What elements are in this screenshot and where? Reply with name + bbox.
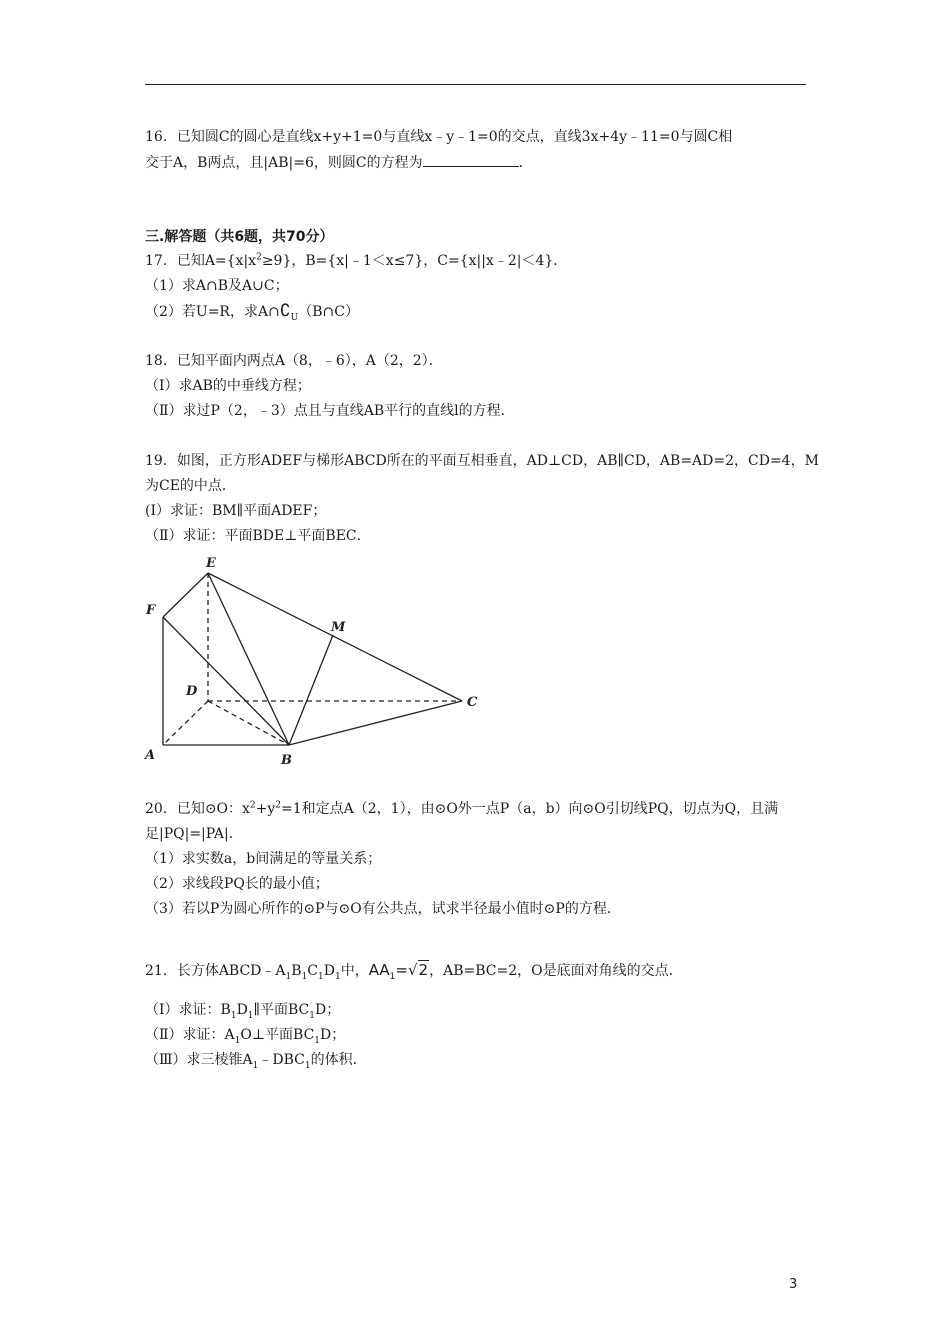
q21-p1-b: D: [236, 1002, 248, 1018]
q21-p1-s3: 1: [309, 1010, 315, 1021]
q21-p1-s1: 1: [230, 1010, 237, 1021]
header-rule: [145, 84, 806, 85]
sqrt-value: 2: [418, 961, 429, 979]
q21-p3-c: 的体积．: [310, 1052, 367, 1068]
edge-BC: [289, 701, 462, 745]
q21-c: ，AB=BC=2，O是底面对角线的交点．: [429, 963, 683, 979]
q17-line1: [145, 251, 567, 271]
q17-part1: （1）求A∩B及A∪C；: [145, 278, 289, 294]
edge-FE: [163, 573, 208, 617]
q21-p3-a: （Ⅲ）求三棱锥A: [145, 1052, 253, 1068]
q21-p1-d: D；: [315, 1002, 341, 1018]
q21-t3: D: [323, 963, 335, 979]
q21-b: 中，: [340, 963, 369, 979]
section-title: 三.解答题（共6题，共70分）: [145, 229, 334, 245]
q17-part2: [145, 301, 359, 322]
q21-s4: 1: [334, 971, 341, 982]
q21-p3-s2: 1: [304, 1060, 311, 1071]
geometry-figure: [140, 550, 490, 775]
q21-line1: [145, 960, 683, 981]
q20-part1: （1）求实数a，b间满足的等量关系；: [145, 851, 382, 867]
q20-c: =1和定点A（2，1），由⊙O外一点P（a，b）向⊙O引切线PQ，切点为Q，且满: [281, 801, 779, 817]
q20-b: +y: [255, 801, 276, 817]
q21-p2-c: D；: [320, 1027, 346, 1043]
label-D: D: [186, 684, 198, 699]
q19-part1: (Ⅰ）求证：BM∥平面ADEF；: [145, 503, 327, 519]
q16-period: ．: [518, 155, 533, 171]
q17-text-a: 17．已知A={x|x: [145, 253, 257, 269]
label-F: F: [146, 603, 156, 618]
q17-part2-a: （2）若U=R，求A∩: [145, 304, 280, 320]
q21-p3-s1: 1: [252, 1060, 259, 1071]
label-M: M: [331, 620, 346, 635]
q20-line1: [145, 799, 778, 819]
q21-p3-b: ﹣DBC: [258, 1052, 305, 1068]
q18-line1: 18．已知平面内两点A（8，﹣6），A（2，2）．: [145, 353, 443, 369]
sqrt-sign: √: [407, 961, 418, 979]
q19-line1: 19．如图，正方形ADEF与梯形ABCD所在的平面互相垂直，AD⊥CD，AB∥CD，AB=AD=2，CD=4，M: [145, 453, 819, 469]
q17-text-b: ≥9}，B={x|﹣1＜x≤7}，C={x||x﹣2|＜4}．: [261, 253, 568, 269]
q21-part3: [145, 1050, 367, 1070]
equals-sign: =: [395, 961, 408, 979]
q21-p2-b: O⊥平面BC: [240, 1027, 315, 1043]
aa-sub: 1: [389, 972, 396, 982]
page-number: 3: [789, 1277, 798, 1292]
q17-part2-b: （B∩C）: [298, 304, 359, 320]
q20-sup1: 2: [249, 800, 256, 811]
q21-s1: 1: [285, 971, 292, 982]
q20-part3: （3）若以P为圆心所作的⊙P与⊙O有公共点，试求半径最小值时⊙P的方程．: [145, 901, 621, 917]
q21-t2: C: [307, 963, 319, 979]
edge-BM: [289, 635, 333, 745]
edge-EC: [208, 573, 462, 701]
q21-part1: [145, 1000, 340, 1020]
q17-sup: 2: [256, 252, 262, 263]
q21-p1-a: （Ⅰ）求证：B: [145, 1002, 231, 1018]
complement-symbol: ∁: [279, 301, 291, 321]
q21-p2-s2: 1: [314, 1035, 321, 1046]
q21-p2-a: （Ⅱ）求证：A: [145, 1027, 235, 1043]
q18-part2: （Ⅱ）求过P（2，﹣3）点且与直线AB平行的直线l的方程．: [145, 403, 515, 419]
q16-text: 交于A，B两点，且|AB|=6，则圆C的方程为: [145, 155, 423, 171]
label-A: A: [145, 748, 156, 763]
label-E: E: [206, 556, 216, 571]
q16-line1: 16．已知圆C的圆心是直线x+y+1=0与直线x﹣y﹣1=0的交点，直线3x+4y﹣11=0与圆C相: [145, 129, 733, 145]
q21-s3: 1: [318, 971, 324, 982]
label-C: C: [467, 695, 478, 710]
q19-line2: 为CE的中点．: [145, 478, 236, 494]
edge-DB: [208, 701, 289, 745]
q21-s2: 1: [301, 971, 308, 982]
q18-part1: （Ⅰ）求AB的中垂线方程；: [145, 378, 311, 394]
q21-p2-s1: 1: [234, 1035, 241, 1046]
q19-part2: （Ⅱ）求证：平面BDE⊥平面BEC．: [145, 528, 371, 544]
q20-sup2: 2: [275, 800, 282, 811]
q21-t1: B: [291, 963, 302, 979]
q21-part2: [145, 1025, 345, 1045]
q17-sub: U: [290, 312, 299, 323]
q20-line2: 足|PQ|=|PA|．: [145, 826, 243, 842]
edge-FB: [163, 617, 289, 745]
q16-line2: [145, 152, 533, 173]
aa1-formula: [368, 961, 408, 982]
answer-blank: [423, 152, 519, 167]
sqrt-formula: [408, 960, 429, 979]
label-B: B: [281, 753, 292, 768]
q21-a: 21．长方体ABCD﹣A: [145, 963, 286, 979]
q20-a: 20．已知⊙O：x: [145, 801, 250, 817]
edge-EB: [208, 573, 289, 745]
edge-DA: [163, 701, 208, 745]
q21-p1-s2: 1: [247, 1010, 254, 1021]
q21-p1-c: ∥平面BC: [253, 1002, 310, 1018]
q20-part2: （2）求线段PQ长的最小值；: [145, 876, 329, 892]
aa-text: AA: [368, 961, 390, 979]
